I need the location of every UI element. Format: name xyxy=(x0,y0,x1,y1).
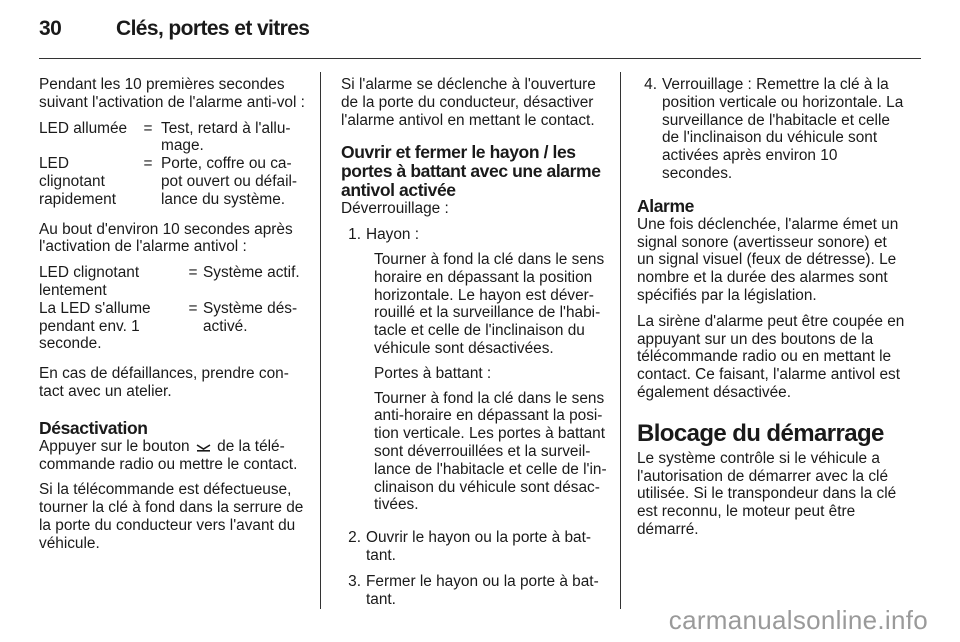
column-divider-2 xyxy=(620,72,621,609)
page-number: 30 xyxy=(39,17,62,40)
list-item-text: Ouvrir le hayon ou la porte à bat-tant. xyxy=(366,529,591,564)
after-activation-paragraph: Au bout d'environ 10 secondes après l'activation de l'alarme antivol : xyxy=(39,220,293,256)
unlock-button-icon xyxy=(196,440,211,452)
unlock-label: Déverrouillage : xyxy=(341,200,449,218)
header-divider xyxy=(39,58,921,59)
table-row xyxy=(39,264,311,300)
alarm-paragraph-2: La sirène d'alarme peut être coupée en appuyant sur un des boutons de la télécommande radio ou en mettant le contact. Ce faisant, l'alarme antivol est également désactivée. xyxy=(637,312,905,401)
table-cell-status: La LED s'allume pendant env. 1 seconde. xyxy=(39,299,151,353)
alarm-heading: Alarme xyxy=(637,195,694,216)
steps-list xyxy=(341,226,609,608)
defective-remote-paragraph: Si la télécommande est défectueuse, tourner la clé à fond dans la serrure de la porte du conducteur vers l'avant du véhicule. xyxy=(39,481,304,552)
list-item-text: Verrouillage : Remettre la clé à la position verticale ou horizontale. La surveillance de l'habitacle et celle de l'inclinaison du véhicule sont activées après environ 10 secondes. xyxy=(662,76,904,182)
table-cell-equals: = xyxy=(143,155,153,173)
table-cell-equals: = xyxy=(188,264,198,282)
list-item xyxy=(637,76,905,183)
led-status-table-1 xyxy=(39,120,311,209)
led-status-table-2 xyxy=(39,264,311,353)
watermark: carmanualsonline.info xyxy=(668,605,928,635)
swing-doors-label: Portes à battant : xyxy=(374,364,492,382)
immobiliser-paragraph: Le système contrôle si le véhicule a l'autorisation de démarrer avec la clé utilisée. Si le transpondeur dans la clé est reconnu, le moteur peut être démarré. xyxy=(637,449,897,538)
deactivation-heading: Désactivation xyxy=(39,417,148,438)
alarm-paragraph-1: Une fois déclenchée, l'alarme émet un signal sonore (avertisseur sonore) et un signal visuel (feux de détresse). Le nombre et la durée des alarmes sont spécifiés par la législation. xyxy=(637,215,899,304)
list-item xyxy=(341,529,609,565)
page-title: Clés, portes et vitres xyxy=(116,17,310,40)
table-row xyxy=(39,300,311,353)
table-row xyxy=(39,155,311,208)
table-cell-status: LED clignotant lentement xyxy=(39,264,140,299)
tailgate-heading: Ouvrir et fermer le hayon / les portes à battant avec une alarme antivol activée xyxy=(341,142,601,201)
column-3 xyxy=(637,76,905,547)
table-cell-status: LED clignotant rapidement xyxy=(39,155,116,208)
deactivation-text-before: Appuyer sur le bouton xyxy=(39,437,190,455)
list-number: 2. xyxy=(348,529,361,547)
list-number: 3. xyxy=(348,572,361,590)
list-item-text: Fermer le hayon ou la porte à bat-tant. xyxy=(366,572,599,608)
column-2 xyxy=(341,76,609,616)
list-number: 4. xyxy=(644,76,657,93)
table-cell-status: LED allumée xyxy=(39,119,128,137)
tailgate-label: Hayon : xyxy=(366,226,420,244)
table-row xyxy=(39,120,311,156)
list-number: 1. xyxy=(348,226,361,244)
tailgate-instruction: Tourner à fond la clé dans le sens horaire en dépassant la position horizontale. Le hayon est déver-rouillé et la surveillance de l'habi-tacle et celle de l'inclinaison du véhicule sont désactivées. xyxy=(374,250,605,357)
table-cell-equals: = xyxy=(143,119,153,137)
alarm-triggered-paragraph: Si l'alarme se déclenche à l'ouverture de la porte du conducteur, désactiver l'alarme antivol en mettant le contact. xyxy=(341,76,596,129)
list-item xyxy=(341,573,609,609)
table-cell-meaning: Système dés-activé. xyxy=(203,299,298,335)
table-cell-meaning: Système actif. xyxy=(203,264,300,282)
swing-doors-instruction: Tourner à fond la clé dans le sens anti-horaire en dépassant la posi-tion verticale. Les portes à battant sont déverrouillées et la surveil-lance de l'habitacle et celle de l'in-clinaison du véhicule sont désac-tivées. xyxy=(374,389,607,514)
steps-list-continued xyxy=(637,76,905,183)
table-cell-meaning: Test, retard à l'allu-mage. xyxy=(161,119,291,155)
deactivation-paragraph xyxy=(39,438,311,474)
immobiliser-heading: Blocage du démarrage xyxy=(637,419,884,447)
list-item xyxy=(341,226,609,521)
deactivation-text-after: de la télé-commande radio ou mettre le contact. xyxy=(39,437,298,473)
table-cell-equals: = xyxy=(188,299,198,317)
faults-paragraph: En cas de défaillances, prendre con-tact avec un atelier. xyxy=(39,365,289,400)
column-1 xyxy=(39,76,311,561)
table-cell-meaning: Porte, coffre ou ca-pot ouvert ou défail-lance du système. xyxy=(161,155,298,208)
column-divider-1 xyxy=(320,72,321,609)
list-item-body xyxy=(366,226,609,521)
intro-paragraph: Pendant les 10 premières secondes suivant l'activation de l'alarme anti-vol : xyxy=(39,76,305,111)
